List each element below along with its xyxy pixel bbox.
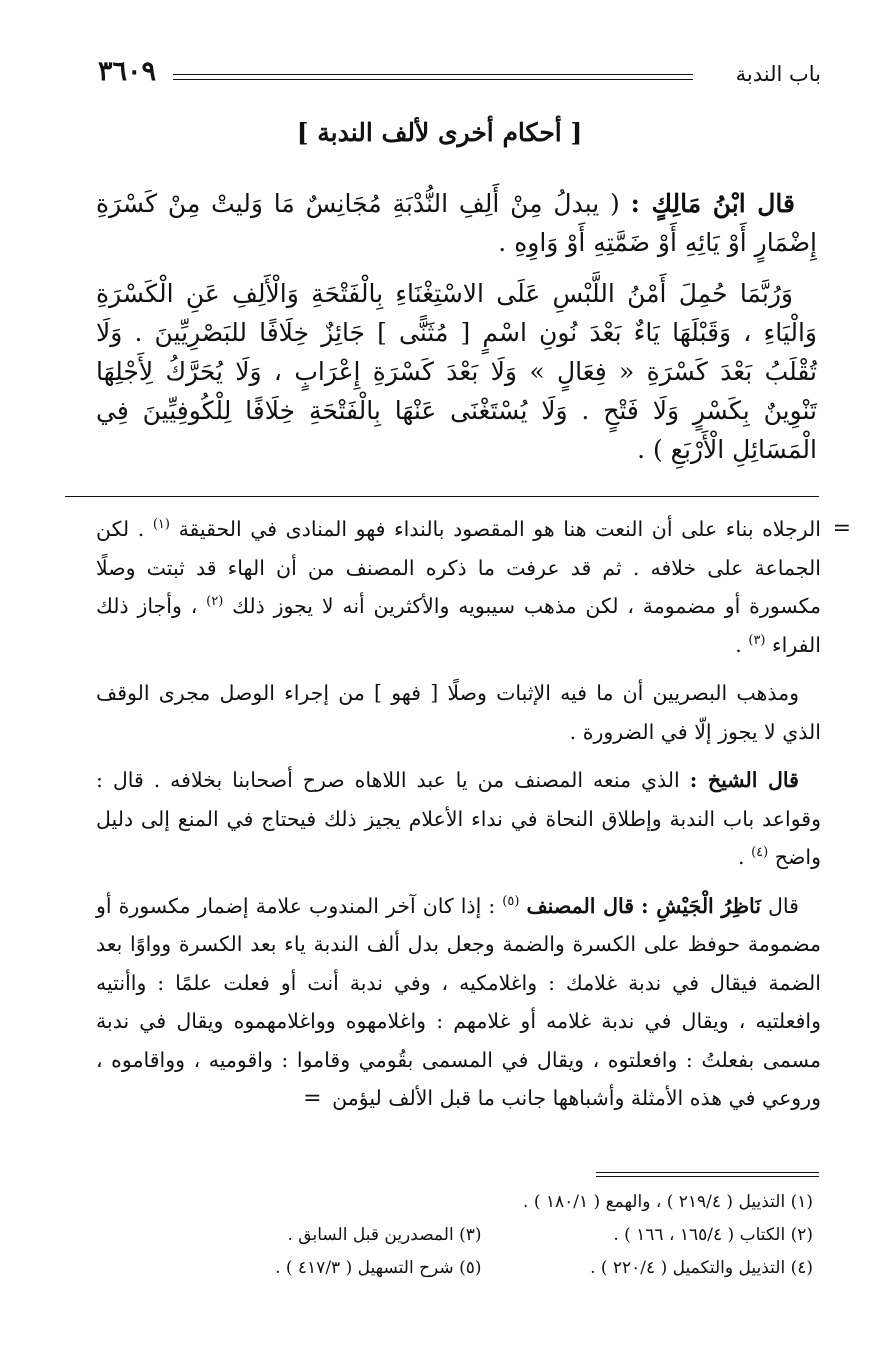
footnote-number: (١)	[790, 1192, 813, 1212]
commentary-paragraph-1	[96, 510, 851, 664]
page-header	[98, 56, 821, 96]
footnote-row	[150, 1186, 813, 1219]
author-name: قال ابْنُ مَالِكٍ :	[630, 189, 796, 218]
commentary-paragraph-2: ومذهب البصريين أن ما فيه الإثبات وصلًا [ فهو ] من إجراء الوصل مجرى الوقف الذي لا يجوز إلّا في الضرورة .	[96, 681, 821, 744]
footnote-2	[482, 1219, 814, 1252]
continuation-end-mark: =	[303, 1086, 322, 1111]
footnote-row	[150, 1219, 813, 1252]
footnote-4	[482, 1252, 814, 1285]
main-paragraph-1-text: ( يبدلُ مِنْ أَلِفِ النُّدْبَةِ مُجَانِسٌ مَا وَليتْ مِنْ كَسْرَةِ إِضْمَارٍ أَوْ يَائِهِ أَوْ ضَمَّتِهِ أَوْ وَاوِهِ .	[96, 189, 817, 257]
commentary-text: : إذا كان آخر المندوب علامة إضمار مكسورة أو مضمومة حوفظ على الكسرة والضمة وجعل بدل ألف الندبة ياء بعد الكسرة وواوًا بعد الضمة فيقال في ندبة غلامك : واغلامكيه ، وفي ندبة أنت أو فعلت علمًا : واأنتيه وافعلتيه ، ويقال في ندبة غلامه أو غلامهم : واغلامهوه وواغلامهموه ويقال في ندبة مسمى بفعلتُ : وافعلتوه ، ويقال في المسمى بقُومي وقاموا : واقوميه ، وواقاموه ، وروعي في هذه الأمثلة وأشباهها جانب ما قبل الألف ليؤمن	[96, 893, 821, 1110]
footnote-ref: (٢)	[206, 594, 224, 610]
footnote-rule	[596, 1172, 819, 1177]
commentary-text: الذي منعه المصنف من يا عبد اللاهاه صرح أصحابنا بخلافه . قال : وقواعد باب الندبة وإطلاق النحاة في نداء الأعلام يجيز ذلك فيحتاج في المنع إلى دليل واضح	[96, 768, 821, 869]
main-paragraph-1	[96, 184, 817, 262]
commentary-paragraph-3	[96, 761, 821, 877]
commentary-text: ، وأجاز ذلك الفراء	[96, 594, 821, 657]
footnote-text: الكتاب ( ١٦٥/٤ ، ١٦٦ ) .	[613, 1225, 786, 1245]
footnote-5	[150, 1252, 482, 1285]
footnote-text: التذييل ( ٢١٩/٤ ) ، والهمع ( ١٨٠/١ ) .	[523, 1192, 786, 1212]
commentary	[96, 510, 851, 1129]
main-text	[96, 184, 817, 481]
commentary-text: .	[738, 845, 745, 869]
text-separator	[65, 496, 819, 497]
commentary-text: قال	[768, 893, 799, 918]
footnote-number: (٤)	[790, 1258, 813, 1278]
chapter-title: باب الندبة	[735, 62, 821, 86]
footnote-ref: (٤)	[751, 845, 769, 861]
commentary-text: الرجلاه بناء على أن النعت هنا هو المقصود بالنداء فهو المنادى في الحقيقة	[178, 517, 821, 541]
footnote-ref: (٣)	[748, 632, 766, 648]
footnote-ref: (١)	[152, 517, 170, 533]
commentary-paragraph-4	[96, 887, 821, 1119]
footnote-number: (٥)	[459, 1258, 482, 1278]
footnote-text: شرح التسهيل ( ٤١٧/٣ ) .	[275, 1258, 454, 1278]
footnotes	[150, 1186, 813, 1285]
footnote-text: المصدرين قبل السابق .	[287, 1225, 454, 1245]
header-rule	[173, 74, 693, 80]
footnote-number: (٣)	[459, 1225, 482, 1245]
commentary-text: . لكن الجماعة على خلافه . ثم قد عرفت ما ذكره المصنف من أن الهاء قد ثبتت وصلًا مكسورة أو مضمومة ، لكن مذهب سيبويه والأكثرين أنه لا يجوز ذلك	[96, 517, 821, 618]
footnote-3	[150, 1219, 482, 1252]
footnote-number: (٢)	[790, 1225, 813, 1245]
shaykh-lead: قال الشيخ :	[689, 768, 799, 792]
footnote-1	[443, 1186, 813, 1219]
commentary-text: .	[735, 632, 742, 657]
author-name: نَاظِرُ الْجَيْشِ :	[641, 893, 761, 918]
musannif-lead: قال المصنف	[526, 893, 635, 918]
footnote-text: التذييل والتكميل ( ٢٢٠/٤ ) .	[590, 1258, 786, 1278]
main-paragraph-2: وَرُبَّمَا حُمِلَ أَمْنُ اللَّبْسِ عَلَى الاسْتِغْنَاءِ بِالْفَتْحَةِ وَالْأَلِفِ عَنِ الْكَسْرَةِ وَالْيَاءِ ، وَقَبْلَهَا يَاءٌ بَعْدَ نُونِ اسْمٍ [ مُثَنًّى ] جَائِزٌ خِلَافًا للبَصْرِيِّينَ . وَلَا تُقْلَبُ بَعْدَ كَسْرَةِ « فِعَالٍ » وَلَا بَعْدَ كَسْرَةِ إِعْرَابٍ ، وَلَا يُحَرَّكُ لِأَجْلِهَا تَنْوِينٌ بِكَسْرٍ وَلَا فَتْحٍ . وَلَا يُسْتَغْنَى عَنْهَا بِالْفَتْحَةِ خِلَافًا لِلْكُوفِيِّينَ فِي الْمَسَائِلِ الْأَرْبَعِ ) .	[96, 279, 817, 464]
page-number: ٣٦٠٩	[98, 56, 157, 87]
section-title: [ أحكام أخرى لألف الندبة ]	[296, 118, 583, 147]
footnote-row	[150, 1252, 813, 1285]
continuation-mark: =	[832, 516, 851, 541]
footnote-ref: (٥)	[502, 893, 520, 909]
